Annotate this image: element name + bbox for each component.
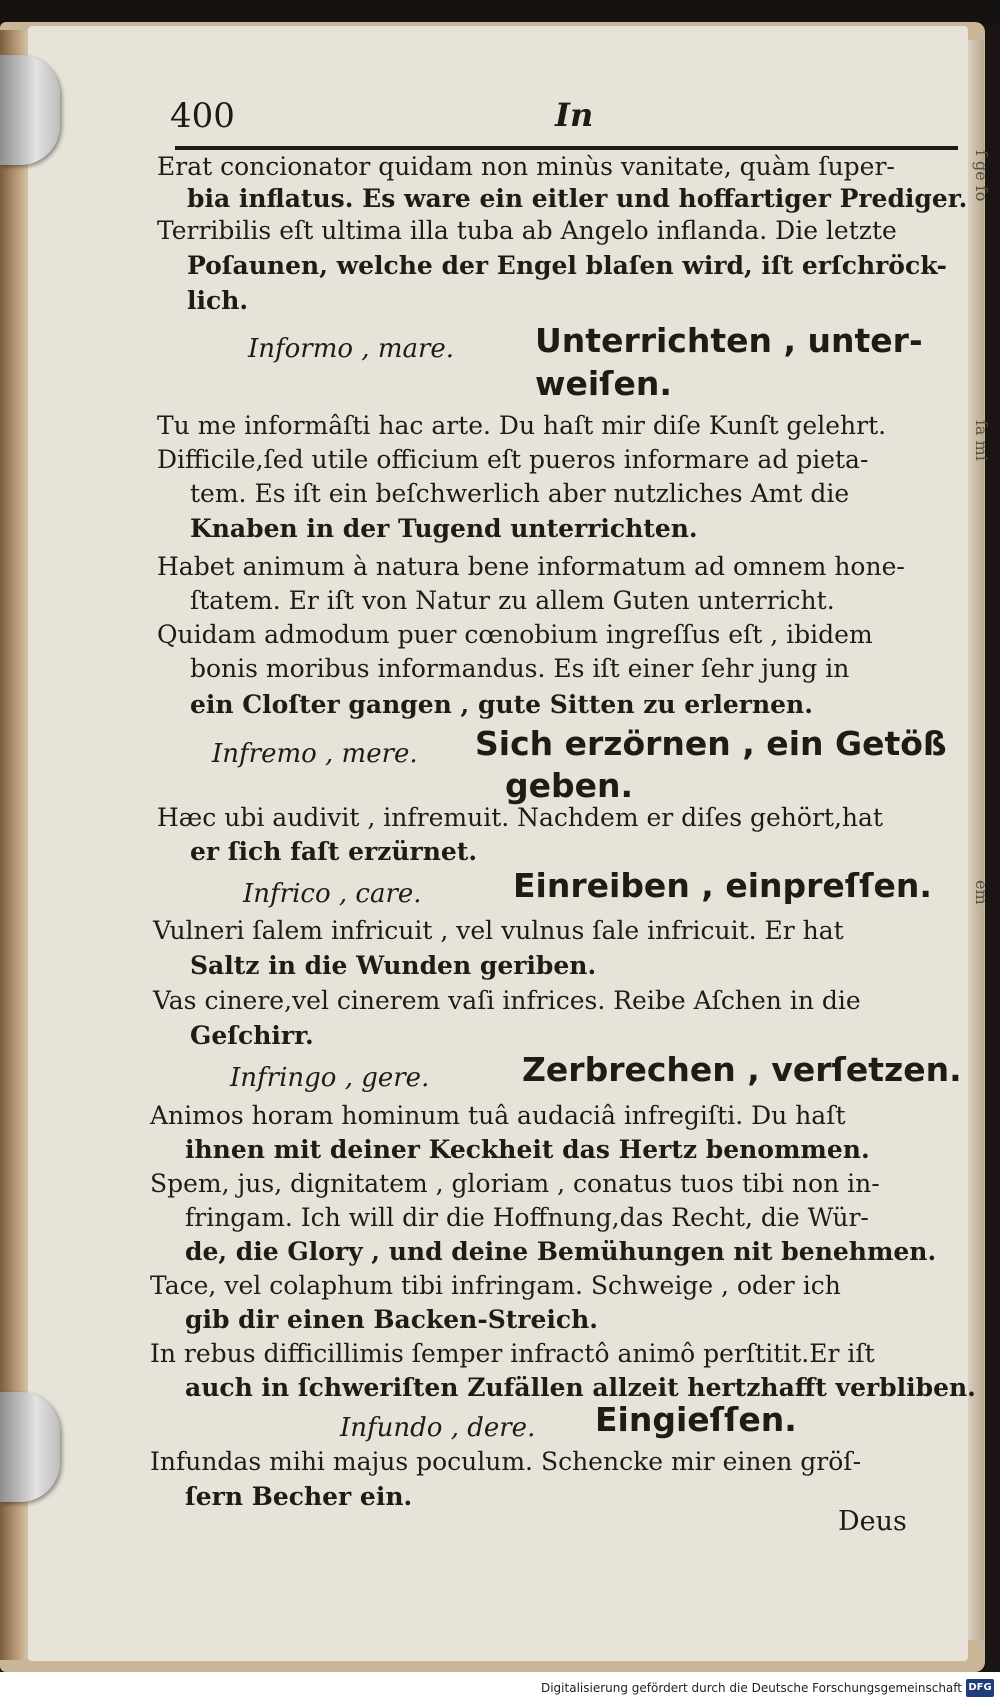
text-line: ihnen mit deiner Keckheit das Hertz benommen. [185,1135,870,1164]
footer-credit: Digitalisierung gefördert durch die Deutsche Forschungsgemeinschaft [540,1681,962,1695]
page-number: 400 [170,96,235,136]
text-line: Tace, vel colaphum tibi infringam. Schweige , oder ich [150,1271,841,1300]
text-line: Poſaunen, welche der Engel blaſen wird, iſt erſchröck- [187,251,947,280]
catchword: Deus [838,1506,907,1537]
text-line: Animos horam hominum tuâ audaciâ infregiſti. Du haſt [150,1101,846,1130]
headword-german: Sich erzörnen , ein Getöß [475,724,947,763]
running-head: In [555,96,594,134]
headword-latin: Infringo , gere. [230,1063,430,1093]
text-line: Tu me informâſti hac arte. Du haſt mir diſe Kunſt gelehrt. [157,411,887,440]
text-line: Vas cinere,vel cinerem vaſi infrices. Reibe Aſchen in die [153,986,861,1015]
headword-german: weiſen. [535,364,672,403]
text-line: bia inflatus. Es ware ein eitler und hoffartiger Prediger. [187,184,968,213]
text-line: bonis moribus informandus. Es iſt einer ſehr jung in [190,654,850,683]
headword-german: Eingieſſen. [595,1400,797,1439]
digitization-footer [0,1672,1000,1706]
text-line: tem. Es iſt ein beſchwerlich aber nutzliches Amt die [190,479,850,508]
text-line: ſern Becher ein. [185,1482,413,1511]
facing-page-bleed: ſa mi [972,420,991,461]
dfg-logo-icon: DFG [966,1679,994,1697]
text-line: In rebus difficillimis ſemper infractô animô perſtitit.Er iſt [150,1339,875,1368]
text-line: lich. [187,286,249,315]
text-line: Difficile,ſed utile officium eſt pueros informare ad pieta- [157,445,869,474]
text-line: Geſchirr. [190,1021,314,1050]
headword-latin: Infundo , dere. [340,1413,536,1443]
facing-page-bleed: em [972,880,991,905]
facing-page-bleed: ſ ge ſo [972,150,991,202]
text-line: gib dir einen Backen-Streich. [185,1305,598,1334]
text-line: Quidam admodum puer cœnobium ingreſſus eſt , ibidem [157,620,873,649]
headword-latin: Infremo , mere. [212,739,418,769]
text-line: de, die Glory , und deine Bemühungen nit benehmen. [185,1237,937,1266]
headword-german: Einreiben , einpreſſen. [513,866,932,905]
text-line: fringam. Ich will dir die Hoffnung,das Recht, die Wür- [185,1203,869,1232]
text-line: ſtatem. Er iſt von Natur zu allem Guten unterricht. [190,586,835,615]
headword-german: Zerbrechen , verſetzen. [522,1050,962,1089]
headword-latin: Infrico , care. [243,879,422,909]
text-line: Erat concionator quidam non minùs vanitate, quàm ſuper- [157,152,895,181]
text-line: Spem, jus, dignitatem , gloriam , conatus tuos tibi non in- [150,1169,880,1198]
text-line: Vulneri ſalem infricuit , vel vulnus ſale infricuit. Er hat [153,916,844,945]
text-line: auch in ſchweriſten Zufällen allzeit hertzhafft verbliben. [185,1373,976,1402]
headword-german: Unterrichten , unter- [535,321,923,360]
text-line: Terribilis eſt ultima illa tuba ab Angelo inflanda. Die letzte [157,216,897,245]
headword-german: geben. [505,766,634,805]
text-line: er ſich faſt erzürnet. [190,837,478,866]
text-line: Knaben in der Tugend unterrichten. [190,514,698,543]
text-line: Saltz in die Wunden geriben. [190,951,597,980]
headword-latin: Informo , mare. [248,334,455,364]
text-line: Habet animum à natura bene informatum ad omnem hone- [157,552,905,581]
text-line: Hæc ubi audivit , infremuit. Nachdem er diſes gehört,hat [157,803,883,832]
text-line: Infundas mihi majus poculum. Schencke mir einen gröſ- [150,1447,862,1476]
text-line: ein Cloſter gangen , gute Sitten zu erlernen. [190,690,813,719]
